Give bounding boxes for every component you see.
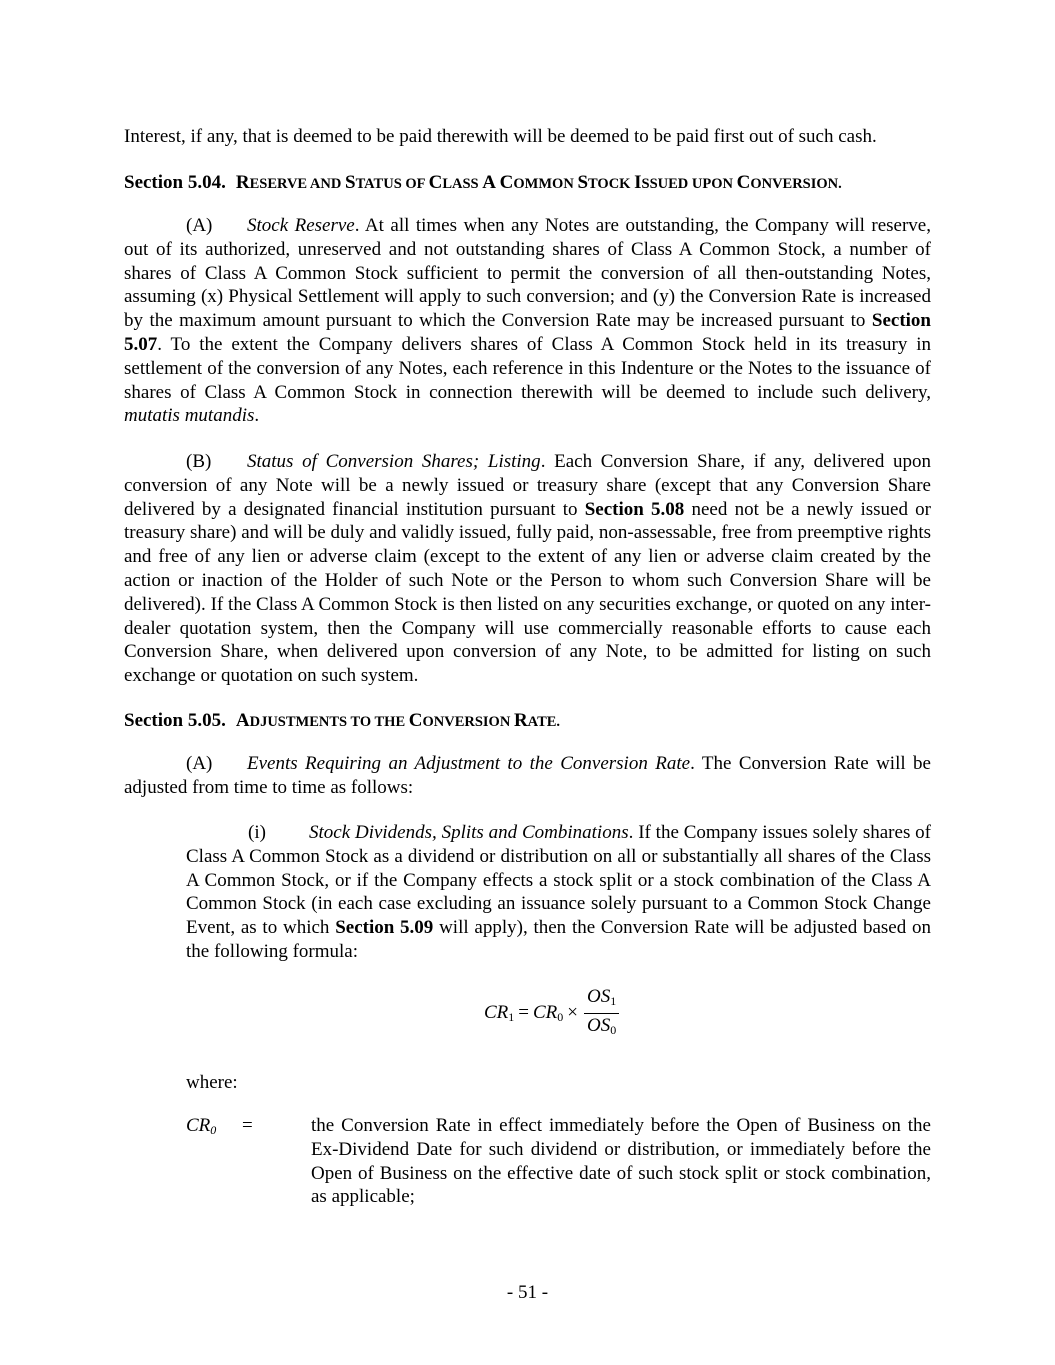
definition-term: CR0 [186, 1115, 217, 1137]
paragraph-5-04-a: (A) Stock Reserve. At all times when any Notes are outstanding, the Company will reserve, out of its authorized, unreserved and not outstanding shares of Class A Common Stock, a number of shares of Class A Common Stock sufficient to permit the conversion of all then-outstanding Notes, assuming (x) Physical Settlement will apply to such conversion; and (y) the Conversion Rate is increased by the maximum amount pursuant to which the Conversion Rate may be increased pursuant to Section 5.07. To the extent the Company delivers shares of Class A Common Stock held in its treasury in settlement of the conversion of any Notes, each reference in this Indenture or the Notes to the issuance of shares of Class A Common Stock in connection therewith will be deemed to include such delivery, mutatis mutandis. [124, 215, 931, 427]
carryover-paragraph: Interest, if any, that is deemed to be paid therewith will be deemed to be paid first out of such cash. [124, 126, 877, 147]
section-title: RESERVE AND STATUS OF CLASS A COMMON STOCK ISSUED UPON CONVERSION. [235, 172, 842, 193]
section-number: Section 5.04. [124, 172, 226, 193]
paragraph-5-05-a: (A) Events Requiring an Adjustment to the Conversion Rate. The Conversion Rate will be adjusted from time to time as follows: [124, 753, 931, 798]
definition-cr0 [124, 1114, 931, 1214]
paragraph-5-04-b: (B) Status of Conversion Shares; Listing. Each Conversion Share, if any, delivered upon conversion of any Note will be a newly issued or treasury share (except that any Conversion Share delivered by a designated financial institution pursuant to Section 5.08 need not be a newly issued or treasury share) and will be duly and validly issued, fully paid, non-assessable, free from preemptive rights and free of any lien or adverse claim (except to the extent of any lien or adverse claim created by the action or inaction of the Holder of such Note or the Person to whom such Conversion Share will be delivered). If the Class A Common Stock is then listed on any securities exchange, or quoted on any inter-dealer quotation system, then the Company will use commercially reasonable efforts to cause each Conversion Share, when delivered upon conversion of any Note, to be admitted for listing on such exchange or quotation on such system. [124, 451, 931, 687]
where-label: where: [186, 1072, 238, 1093]
section-number: Section 5.05. [124, 710, 226, 731]
formula-lhs: CR1 [484, 1001, 515, 1024]
section-title: ADJUSTMENTS TO THE CONVERSION RATE. [235, 710, 561, 731]
formula-fraction: $\frac{OS1}{OS0}$ [584, 986, 619, 1041]
section-5-05-heading [124, 709, 931, 735]
definition-equals: = [242, 1115, 253, 1136]
section-5-04-heading [124, 171, 931, 197]
definition-text: the Conversion Rate in effect immediately before the Open of Business on the Ex-Dividend Date for such dividend or distribution, or immediately before the Open of Business on the effective date of such stock split or stock combination, as applicable; [311, 1115, 931, 1208]
formula-rhs: CR0 [533, 1001, 564, 1024]
conversion-rate-formula: CR1 = CR0 × $\frac{OS1}{OS0}$ [484, 986, 619, 1041]
page-number: - 51 - [506, 1282, 549, 1303]
paragraph-5-05-a-i: (i) Stock Dividends, Splits and Combinations. If the Company issues solely shares of Class A Common Stock as a dividend or distribution on all or substantially all shares of the Class A Common Stock, or if the Company effects a stock split or a stock combination of the Class A Common Stock (in each case excluding an issuance solely pursuant to a Common Stock Change Event, as to which Section 5.09 will apply), then the Conversion Rate will be adjusted based on the following formula: [186, 822, 932, 962]
